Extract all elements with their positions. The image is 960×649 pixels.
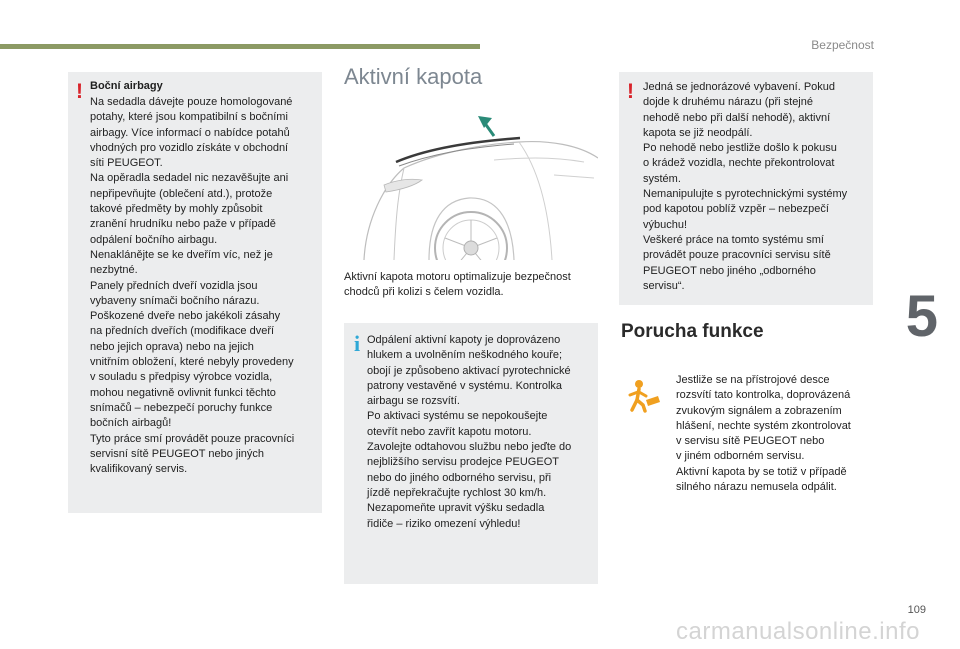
active-bonnet-info-box bbox=[344, 323, 598, 584]
side-airbag-text: Na sedadla dávejte pouze homologované potahy, které jsou kompatibilní s bočními airbagy. Více informací o nabídce potahů vhodných pro vozidlo získáte v obchodní síti PEUGEOT. Na opěradla sedadel nic nezavěšujte ani nepřipevňujte (oblečení atd.), protože takové předměty by mohly způsobit zranění hrudníku nebo paže v případě odpálení bočního airbagu. Nenaklánějte se ke dveřím víc, než je nezbytné. Panely předních dveří vozidla jsou vybaveny snímači bočního nárazu. Poškozené dveře nebo jakékoli zásahy na předních dveřích (modifikace dveří nebo jejich oprava) nebo na jejich vnitřním obložení, které nebyly provedeny v souladu s předpisy výrobce vozidla, mohou negativně ovlivnit funkci těchto snímačů – nebezpečí poruchy funkce bočních airbagů! Tyto práce smí provádět pouze pracovníci servisní sítě PEUGEOT nebo jiných kvalifikovaný servis. bbox=[90, 96, 295, 476]
active-bonnet-info-text: Odpálení aktivní kapoty je doprovázeno hlukem a uvolněním neškodného kouře; obojí je způsobeno aktivací pyrotechnické patrony vestavěné v systému. Kontrolka airbagu se rozsvítí. Po aktivaci systému se nepokoušejte otevřít nebo zavřít kapotu motoru. Zavolejte odtahovou službu nebo jeďte do nejbližšího servisu prodejce PEUGEOT nebo do jiného odborného servisu, při jízdě nepřekračujte rychlost 30 km/h. Nezapomeňte upravit výšku sedadla řidiče – riziko omezení výhledu! bbox=[367, 334, 572, 530]
pedestrian-warning-lamp-icon bbox=[626, 378, 662, 414]
malfunction-text: Jestliže se na přístrojové desce rozsvítí tato kontrolka, doprovázená zvukovým signálem a zobrazením hlášení, nechte systém zkontrolovat v servisu sítě PEUGEOT nebo v jiném odborném servisu. Aktivní kapota by se totiž v případě silného nárazu nemusela odpálit. bbox=[676, 374, 851, 494]
side-airbag-warning-box bbox=[68, 72, 322, 513]
info-icon: i bbox=[354, 331, 361, 356]
malfunction-heading: Porucha funkce bbox=[621, 321, 764, 342]
single-use-warning-text: Jedná se jednorázové vybavení. Pokud dojde k druhému nárazu (při stejné nehodě nebo při další nehodě), aktivní kapota se již neodpálí. Po nehodě nebo jestliže došlo k pokusu o krádež vozidla, nechte překontrolovat systém. Nemanipulujte s pyrotechnickými systémy pod kapotou poblíž vzpěr – nebezpečí výbuchu! Veškeré práce na tomto systému smí provádět pouze pracovníci servisu sítě PEUGEOT nebo jiného „odborného servisu“. bbox=[643, 81, 848, 292]
single-use-warning-box bbox=[619, 72, 873, 305]
header-rule bbox=[0, 44, 480, 49]
section-label: Bezpečnost bbox=[811, 38, 874, 52]
car-bonnet-illustration bbox=[344, 100, 598, 260]
active-bonnet-heading: Aktivní kapota bbox=[344, 64, 483, 89]
page-number: 109 bbox=[907, 604, 926, 616]
exclamation-icon: ! bbox=[627, 80, 634, 103]
watermark: carmanualsonline.info bbox=[676, 618, 920, 645]
exclamation-icon: ! bbox=[76, 80, 83, 103]
active-bonnet-intro: Aktivní kapota motoru optimalizuje bezpečnost chodců při kolizi s čelem vozidla. bbox=[344, 271, 571, 299]
side-airbag-title: Boční airbagy bbox=[90, 80, 163, 92]
chapter-number: 5 bbox=[905, 284, 938, 349]
